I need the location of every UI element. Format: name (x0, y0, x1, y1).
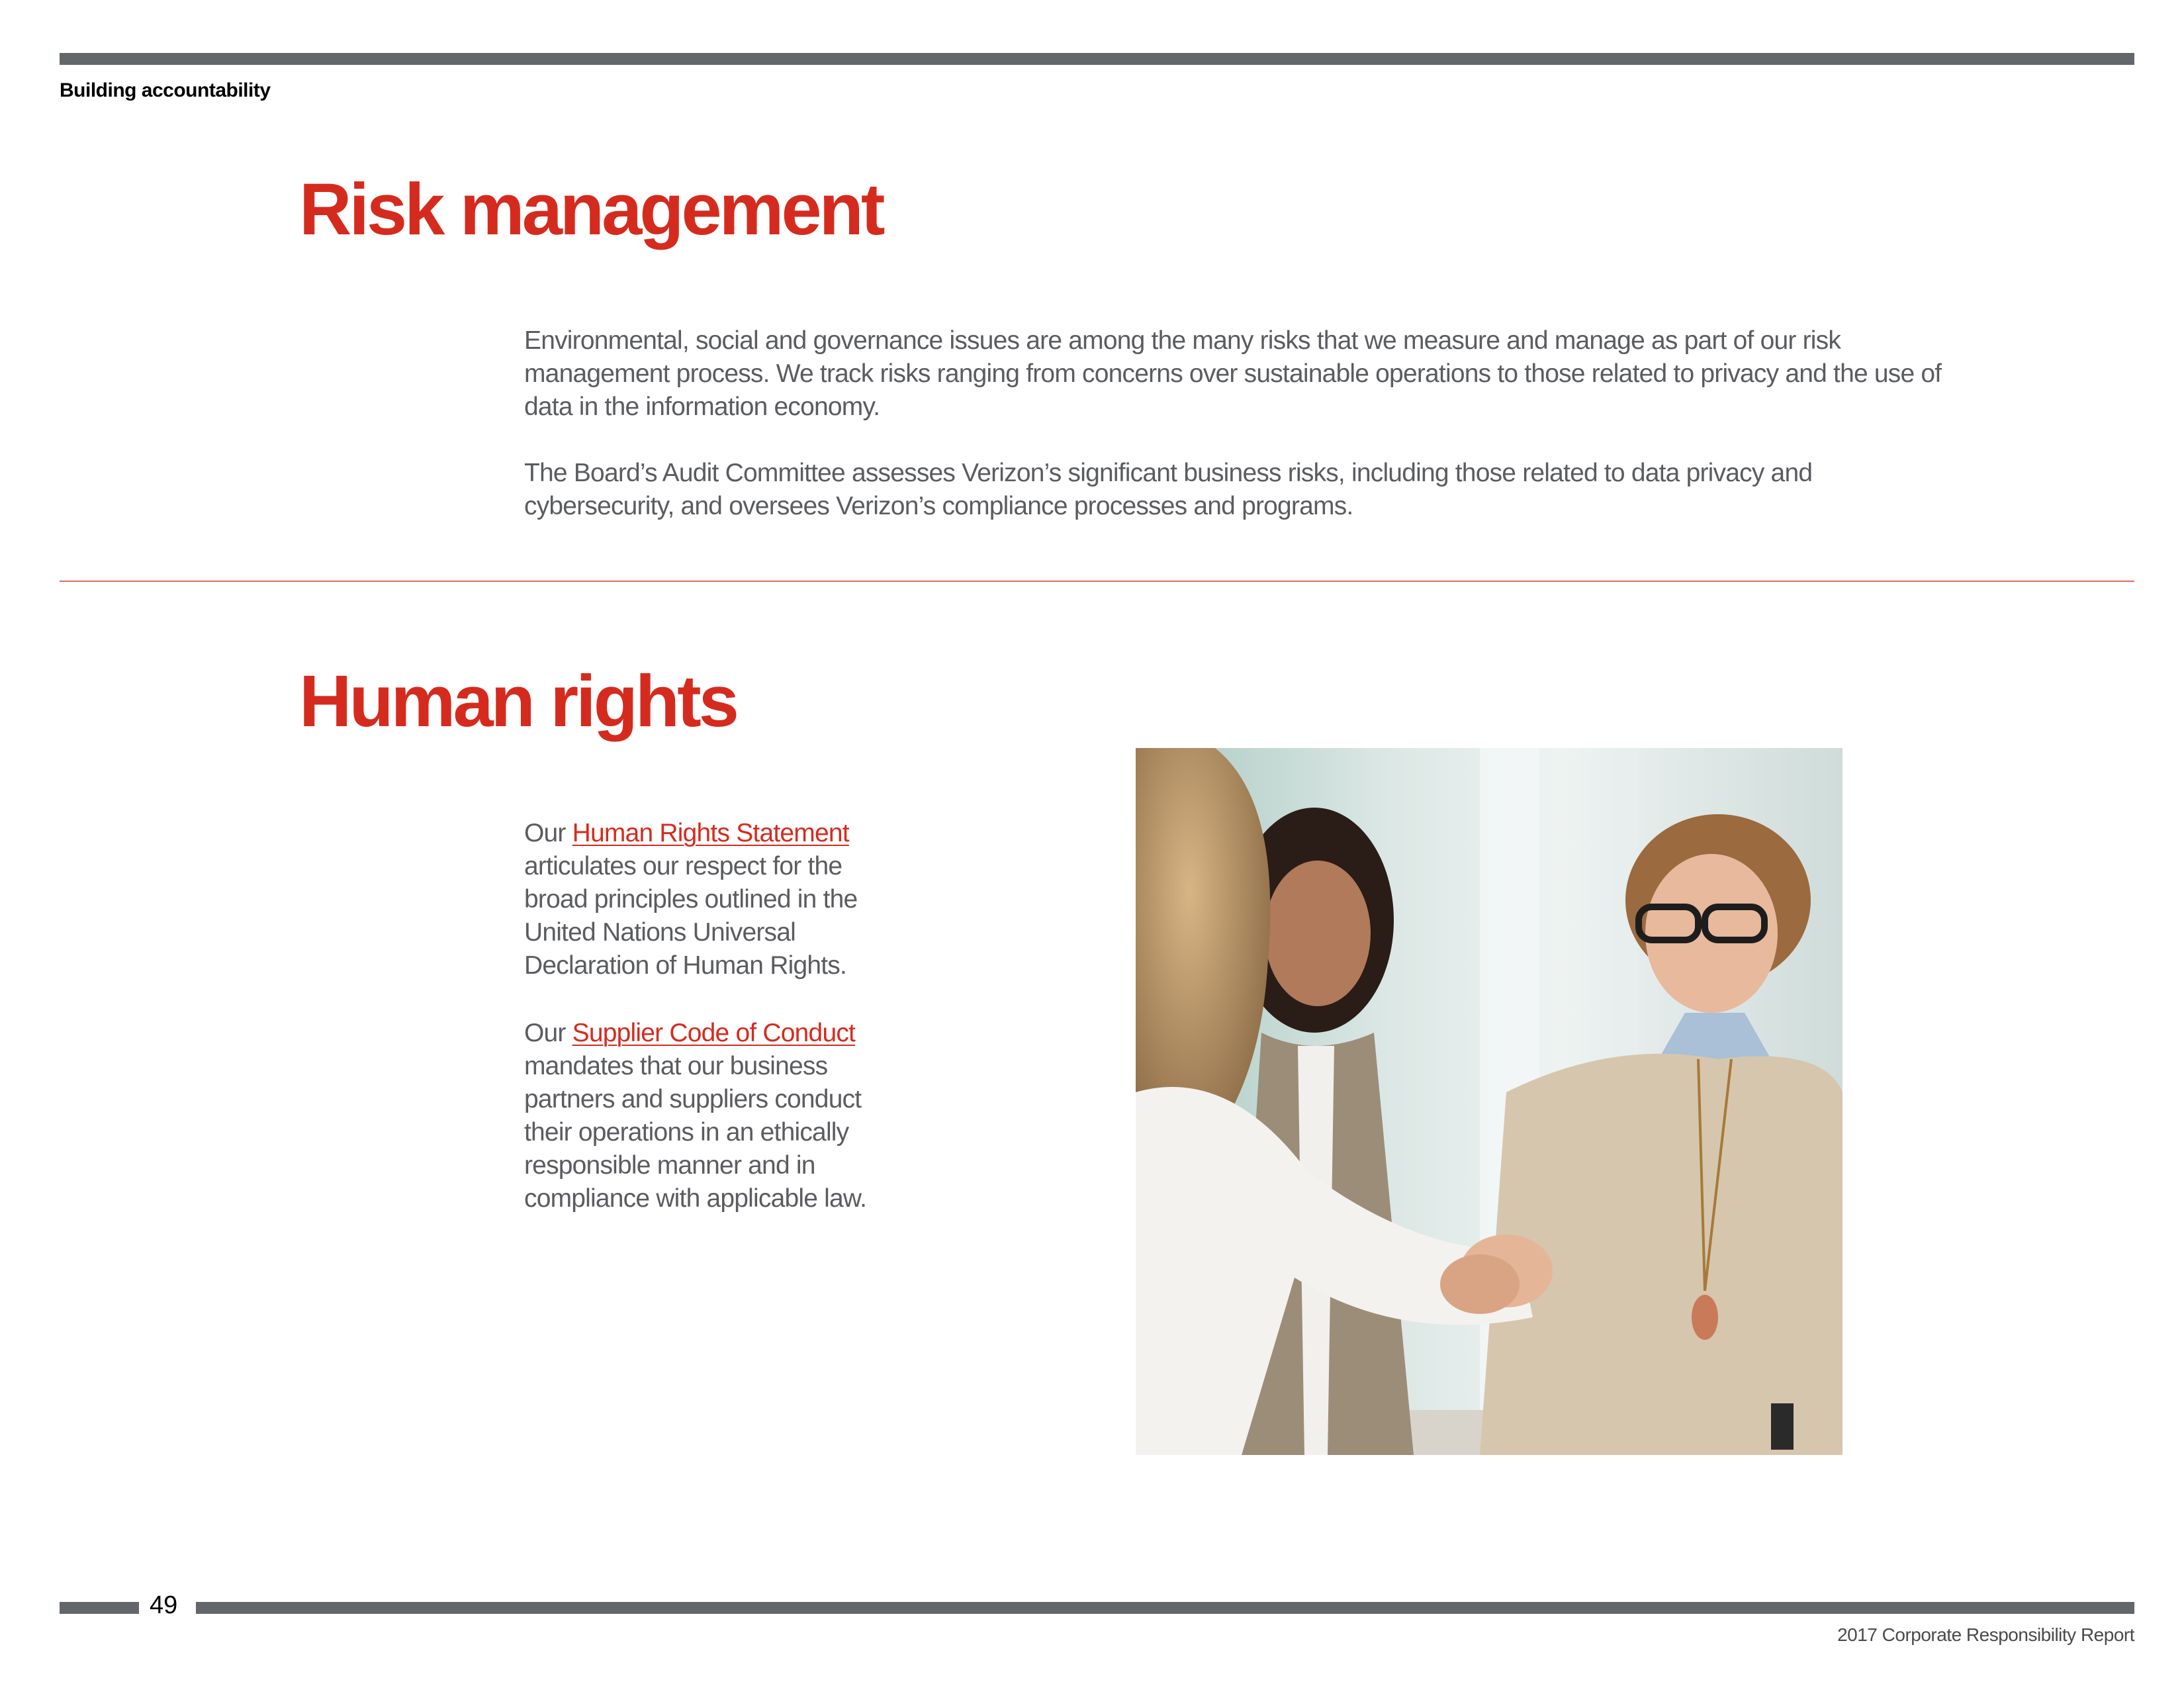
human-rights-paragraph-2 (524, 1017, 895, 1215)
handshake-photo-illustration (1136, 748, 1843, 1455)
section-divider (60, 581, 2134, 582)
risk-management-title: Risk management (299, 169, 883, 250)
report-title: 2017 Corporate Responsibility Report (1837, 1624, 2134, 1645)
footer-rule-left (60, 1602, 139, 1614)
risk-paragraph-2: The Board’s Audit Committee assesses Verizon’s significant business risks, including those related to data privacy and cybersecurity, and oversees Verizon’s compliance processes and programs. (524, 459, 1813, 520)
human-rights-title: Human rights (299, 661, 737, 742)
top-rule (60, 53, 2134, 65)
handshake-photo (1136, 748, 1843, 1455)
section-label: Building accountability (60, 79, 271, 101)
supplier-code-of-conduct-link[interactable]: Supplier Code of Conduct (572, 1019, 856, 1047)
footer-rule-right (196, 1602, 2134, 1614)
paragraph-suffix: mandates that our business partners and suppliers conduct their operations in an ethically responsible manner and in compliance with applicable law. (524, 1052, 867, 1213)
paragraph-prefix: Our (524, 1019, 572, 1047)
human-rights-statement-link[interactable]: Human Rights Statement (572, 819, 849, 847)
page-number: 49 (150, 1591, 178, 1619)
paragraph-suffix: articulates our respect for the broad principles outlined in the United Nations Universal Declaration of Human Rights. (524, 852, 858, 980)
risk-paragraph-1: Environmental, social and governance issues are among the many risks that we measure and manage as part of our risk management process. We track risks ranging from concerns over sustainable operations to those related to privacy and the use of data in the information economy. (524, 326, 1942, 421)
human-rights-paragraph-1 (524, 817, 895, 982)
paragraph-prefix: Our (524, 819, 572, 847)
